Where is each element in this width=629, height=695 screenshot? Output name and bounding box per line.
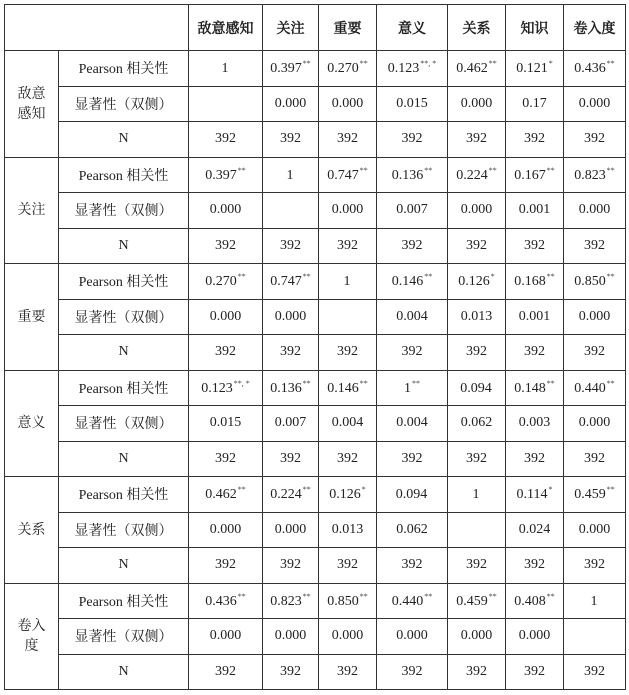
- cell-value: 0.436: [205, 593, 237, 609]
- sig-cell: 0.013: [319, 512, 377, 548]
- cell-value: 0.436: [574, 61, 606, 77]
- row-group-label: 敌意感知: [5, 51, 59, 158]
- significance-marker: **: [546, 591, 555, 601]
- stat-label: N: [59, 441, 189, 477]
- significance-marker: *: [490, 272, 495, 282]
- pearson-cell: [564, 477, 626, 513]
- stat-label: N: [59, 228, 189, 264]
- n-cell: 392: [319, 228, 377, 264]
- n-cell: 392: [564, 335, 626, 371]
- cell-value: 1: [343, 274, 351, 290]
- cell-value: 0.148: [514, 380, 546, 396]
- sig-cell: 0.000: [448, 193, 506, 229]
- cell-value: 0.123: [201, 380, 233, 396]
- significance-marker: **: [302, 59, 311, 69]
- table-row: [5, 619, 626, 655]
- sig-cell: 0.000: [377, 619, 448, 655]
- stat-label: 显著性（双侧）: [59, 193, 189, 229]
- cell-value: 0.850: [574, 274, 606, 290]
- sig-cell: 0.000: [189, 299, 263, 335]
- significance-marker: **: [424, 591, 433, 601]
- table-row: [5, 441, 626, 477]
- n-cell: 392: [377, 654, 448, 690]
- significance-marker: **: [237, 165, 246, 175]
- significance-marker: **: [302, 272, 311, 282]
- pearson-cell: [377, 51, 448, 87]
- n-cell: 392: [377, 228, 448, 264]
- significance-marker: **: [606, 272, 615, 282]
- significance-marker: **: [359, 59, 368, 69]
- sig-cell: 0.062: [377, 512, 448, 548]
- significance-marker: **: [302, 591, 311, 601]
- column-header: 敌意感知: [189, 5, 263, 51]
- sig-cell: 0.000: [263, 619, 319, 655]
- row-group-label: 卷入度: [5, 583, 59, 690]
- column-header: 卷入度: [564, 5, 626, 51]
- table-row: [5, 193, 626, 229]
- n-cell: 392: [506, 122, 564, 158]
- corner-cell: [5, 5, 189, 51]
- n-cell: 392: [189, 654, 263, 690]
- pearson-cell: [506, 477, 564, 513]
- pearson-cell: [448, 583, 506, 619]
- n-cell: 392: [564, 122, 626, 158]
- cell-value: 0.121: [516, 61, 548, 77]
- n-cell: 392: [189, 335, 263, 371]
- sig-cell: 0.000: [319, 86, 377, 122]
- cell-value: 0.114: [516, 487, 548, 503]
- pearson-cell: [377, 264, 448, 300]
- pearson-cell: [189, 583, 263, 619]
- n-cell: 392: [377, 441, 448, 477]
- sig-cell: 0.062: [448, 406, 506, 442]
- cell-value: 0.440: [391, 593, 424, 609]
- cell-value: 0.146: [391, 274, 424, 290]
- sig-cell: 0.007: [377, 193, 448, 229]
- n-cell: 392: [506, 441, 564, 477]
- pearson-cell: [263, 583, 319, 619]
- sig-cell: 0.000: [189, 619, 263, 655]
- significance-marker: **: [606, 165, 615, 175]
- table-row: [5, 228, 626, 264]
- pearson-cell: [189, 264, 263, 300]
- sig-cell: 0.001: [506, 299, 564, 335]
- table-row: [5, 157, 626, 193]
- stat-label: 显著性（双侧）: [59, 299, 189, 335]
- pearson-cell: [319, 583, 377, 619]
- sig-cell: 0.024: [506, 512, 564, 548]
- n-cell: 392: [189, 441, 263, 477]
- stat-label: N: [59, 654, 189, 690]
- pearson-cell: [377, 157, 448, 193]
- n-cell: 392: [564, 548, 626, 584]
- column-header: 意义: [377, 5, 448, 51]
- pearson-cell: [263, 264, 319, 300]
- cell-value: 0.224: [456, 167, 488, 183]
- cell-value: 1: [472, 487, 480, 503]
- cell-value: 0.224: [270, 487, 302, 503]
- stat-label: 显著性（双侧）: [59, 512, 189, 548]
- pearson-cell: [189, 51, 263, 87]
- column-header: 重要: [319, 5, 377, 51]
- cell-value: 0.397: [270, 61, 302, 77]
- n-cell: 392: [448, 335, 506, 371]
- stat-label: Pearson 相关性: [59, 51, 189, 87]
- significance-marker: **: [237, 272, 246, 282]
- row-group-label: 意义: [5, 370, 59, 477]
- pearson-cell: [564, 583, 626, 619]
- pearson-cell: [506, 51, 564, 87]
- n-cell: 392: [189, 122, 263, 158]
- table-row: [5, 583, 626, 619]
- pearson-cell: [263, 370, 319, 406]
- sig-cell: 0.000: [564, 406, 626, 442]
- n-cell: 392: [263, 122, 319, 158]
- cell-value: 0.094: [460, 380, 492, 396]
- stat-label: Pearson 相关性: [59, 157, 189, 193]
- cell-value: 0.462: [456, 61, 488, 77]
- cell-value: 0.850: [327, 593, 359, 609]
- significance-marker: **, *: [420, 59, 437, 69]
- stat-label: N: [59, 548, 189, 584]
- sig-cell: 0.000: [564, 193, 626, 229]
- sig-cell: 0.000: [189, 512, 263, 548]
- sig-cell: 0.000: [263, 512, 319, 548]
- significance-marker: **: [546, 378, 555, 388]
- significance-marker: **: [237, 591, 246, 601]
- cell-value: 0.440: [574, 380, 606, 396]
- stat-label: 显著性（双侧）: [59, 406, 189, 442]
- n-cell: 392: [448, 548, 506, 584]
- sig-cell: 0.004: [377, 406, 448, 442]
- column-header: 关系: [448, 5, 506, 51]
- n-cell: 392: [377, 122, 448, 158]
- n-cell: 392: [377, 335, 448, 371]
- pearson-cell: [189, 370, 263, 406]
- pearson-cell: [319, 264, 377, 300]
- cell-value: 0.167: [514, 167, 546, 183]
- pearson-cell: [506, 157, 564, 193]
- cell-value: 1: [590, 593, 598, 609]
- stat-label: 显著性（双侧）: [59, 86, 189, 122]
- cell-value: 0.146: [327, 380, 359, 396]
- cell-value: 0.459: [456, 593, 488, 609]
- stat-label: Pearson 相关性: [59, 477, 189, 513]
- sig-cell: [448, 512, 506, 548]
- sig-cell: 0.000: [319, 619, 377, 655]
- pearson-cell: [377, 370, 448, 406]
- significance-marker: **: [302, 485, 311, 495]
- sig-cell: [189, 86, 263, 122]
- significance-marker: **: [606, 59, 615, 69]
- sig-cell: 0.000: [189, 193, 263, 229]
- significance-marker: *: [361, 485, 366, 495]
- significance-marker: **: [488, 165, 497, 175]
- cell-value: 0.397: [205, 167, 237, 183]
- table-row: [5, 370, 626, 406]
- pearson-cell: [263, 157, 319, 193]
- n-cell: 392: [189, 228, 263, 264]
- cell-value: 0.408: [514, 593, 546, 609]
- significance-marker: **: [606, 378, 615, 388]
- significance-marker: **: [488, 591, 497, 601]
- n-cell: 392: [448, 122, 506, 158]
- sig-cell: 0.004: [319, 406, 377, 442]
- table-row: [5, 654, 626, 690]
- table-row: [5, 299, 626, 335]
- stat-label: N: [59, 335, 189, 371]
- n-cell: 392: [506, 228, 564, 264]
- stat-label: N: [59, 122, 189, 158]
- significance-marker: **: [546, 165, 555, 175]
- significance-marker: *: [548, 485, 553, 495]
- cell-value: 0.126: [329, 487, 361, 503]
- n-cell: 392: [263, 441, 319, 477]
- table-row: [5, 477, 626, 513]
- sig-cell: 0.17: [506, 86, 564, 122]
- pearson-cell: [448, 51, 506, 87]
- cell-value: 0.747: [270, 274, 302, 290]
- n-cell: 392: [448, 654, 506, 690]
- pearson-cell: [319, 157, 377, 193]
- n-cell: 392: [263, 228, 319, 264]
- pearson-cell: [506, 264, 564, 300]
- pearson-cell: [506, 370, 564, 406]
- n-cell: 392: [564, 228, 626, 264]
- sig-cell: [319, 299, 377, 335]
- sig-cell: 0.007: [263, 406, 319, 442]
- significance-marker: **: [302, 378, 311, 388]
- significance-marker: **: [488, 59, 497, 69]
- cell-value: 0.136: [391, 167, 424, 183]
- table-row: [5, 264, 626, 300]
- cell-value: 0.126: [458, 274, 490, 290]
- sig-cell: 0.003: [506, 406, 564, 442]
- column-header: 知识: [506, 5, 564, 51]
- sig-cell: 0.000: [448, 619, 506, 655]
- pearson-cell: [263, 477, 319, 513]
- n-cell: 392: [319, 441, 377, 477]
- n-cell: 392: [319, 335, 377, 371]
- significance-marker: **: [424, 272, 433, 282]
- stat-label: Pearson 相关性: [59, 370, 189, 406]
- n-cell: 392: [263, 654, 319, 690]
- n-cell: 392: [506, 654, 564, 690]
- pearson-cell: [564, 157, 626, 193]
- cell-value: 0.823: [574, 167, 606, 183]
- cell-value: 0.747: [327, 167, 359, 183]
- column-header: 关注: [263, 5, 319, 51]
- pearson-cell: [377, 583, 448, 619]
- pearson-cell: [564, 264, 626, 300]
- pearson-cell: [189, 157, 263, 193]
- cell-value: 0.462: [205, 487, 237, 503]
- significance-marker: **: [359, 165, 368, 175]
- stat-label: 显著性（双侧）: [59, 619, 189, 655]
- n-cell: 392: [263, 548, 319, 584]
- significance-marker: **: [606, 485, 615, 495]
- sig-cell: 0.000: [263, 299, 319, 335]
- table-row: [5, 86, 626, 122]
- sig-cell: 0.000: [564, 86, 626, 122]
- sig-cell: 0.000: [263, 86, 319, 122]
- pearson-cell: [319, 51, 377, 87]
- cell-value: 1: [286, 167, 294, 183]
- sig-cell: 0.013: [448, 299, 506, 335]
- row-group-label: 关注: [5, 157, 59, 264]
- pearson-cell: [189, 477, 263, 513]
- significance-marker: **, *: [233, 378, 250, 388]
- significance-marker: **: [546, 272, 555, 282]
- n-cell: 392: [319, 548, 377, 584]
- sig-cell: 0.000: [448, 86, 506, 122]
- significance-marker: **: [412, 378, 420, 388]
- stat-label: Pearson 相关性: [59, 264, 189, 300]
- n-cell: 392: [506, 335, 564, 371]
- sig-cell: 0.015: [189, 406, 263, 442]
- cell-value: 0.136: [270, 380, 302, 396]
- pearson-cell: [448, 370, 506, 406]
- cell-value: 0.123: [387, 61, 420, 77]
- table-row: [5, 122, 626, 158]
- pearson-cell: [564, 51, 626, 87]
- header-row: [5, 5, 626, 51]
- cell-value: 0.168: [514, 274, 546, 290]
- sig-cell: 0.000: [506, 619, 564, 655]
- table-row: [5, 406, 626, 442]
- table-row: [5, 512, 626, 548]
- pearson-cell: [319, 370, 377, 406]
- significance-marker: **: [237, 485, 246, 495]
- sig-cell: 0.000: [564, 299, 626, 335]
- stat-label: Pearson 相关性: [59, 583, 189, 619]
- sig-cell: 0.015: [377, 86, 448, 122]
- table-row: [5, 335, 626, 371]
- cell-value: 1: [404, 380, 411, 396]
- sig-cell: [263, 193, 319, 229]
- cell-value: 0.270: [327, 61, 359, 77]
- table-row: [5, 548, 626, 584]
- significance-marker: *: [548, 59, 553, 69]
- table-row: [5, 51, 626, 87]
- significance-marker: **: [424, 165, 433, 175]
- cell-value: 1: [221, 61, 229, 77]
- cell-value: 0.459: [574, 487, 606, 503]
- pearson-cell: [263, 51, 319, 87]
- significance-marker: **: [359, 378, 368, 388]
- n-cell: 392: [189, 548, 263, 584]
- cell-value: 0.094: [395, 487, 428, 503]
- cell-value: 0.823: [270, 593, 302, 609]
- n-cell: 392: [319, 654, 377, 690]
- n-cell: 392: [448, 441, 506, 477]
- sig-cell: 0.000: [319, 193, 377, 229]
- n-cell: 392: [319, 122, 377, 158]
- pearson-cell: [564, 370, 626, 406]
- n-cell: 392: [506, 548, 564, 584]
- pearson-cell: [448, 264, 506, 300]
- sig-cell: [564, 619, 626, 655]
- row-group-label: 关系: [5, 477, 59, 584]
- n-cell: 392: [448, 228, 506, 264]
- significance-marker: **: [359, 591, 368, 601]
- n-cell: 392: [263, 335, 319, 371]
- row-group-label: 重要: [5, 264, 59, 371]
- n-cell: 392: [564, 654, 626, 690]
- correlation-table: [4, 4, 626, 690]
- pearson-cell: [377, 477, 448, 513]
- n-cell: 392: [564, 441, 626, 477]
- sig-cell: 0.001: [506, 193, 564, 229]
- pearson-cell: [448, 477, 506, 513]
- pearson-cell: [448, 157, 506, 193]
- pearson-cell: [506, 583, 564, 619]
- cell-value: 0.270: [205, 274, 237, 290]
- pearson-cell: [319, 477, 377, 513]
- sig-cell: 0.000: [564, 512, 626, 548]
- n-cell: 392: [377, 548, 448, 584]
- sig-cell: 0.004: [377, 299, 448, 335]
